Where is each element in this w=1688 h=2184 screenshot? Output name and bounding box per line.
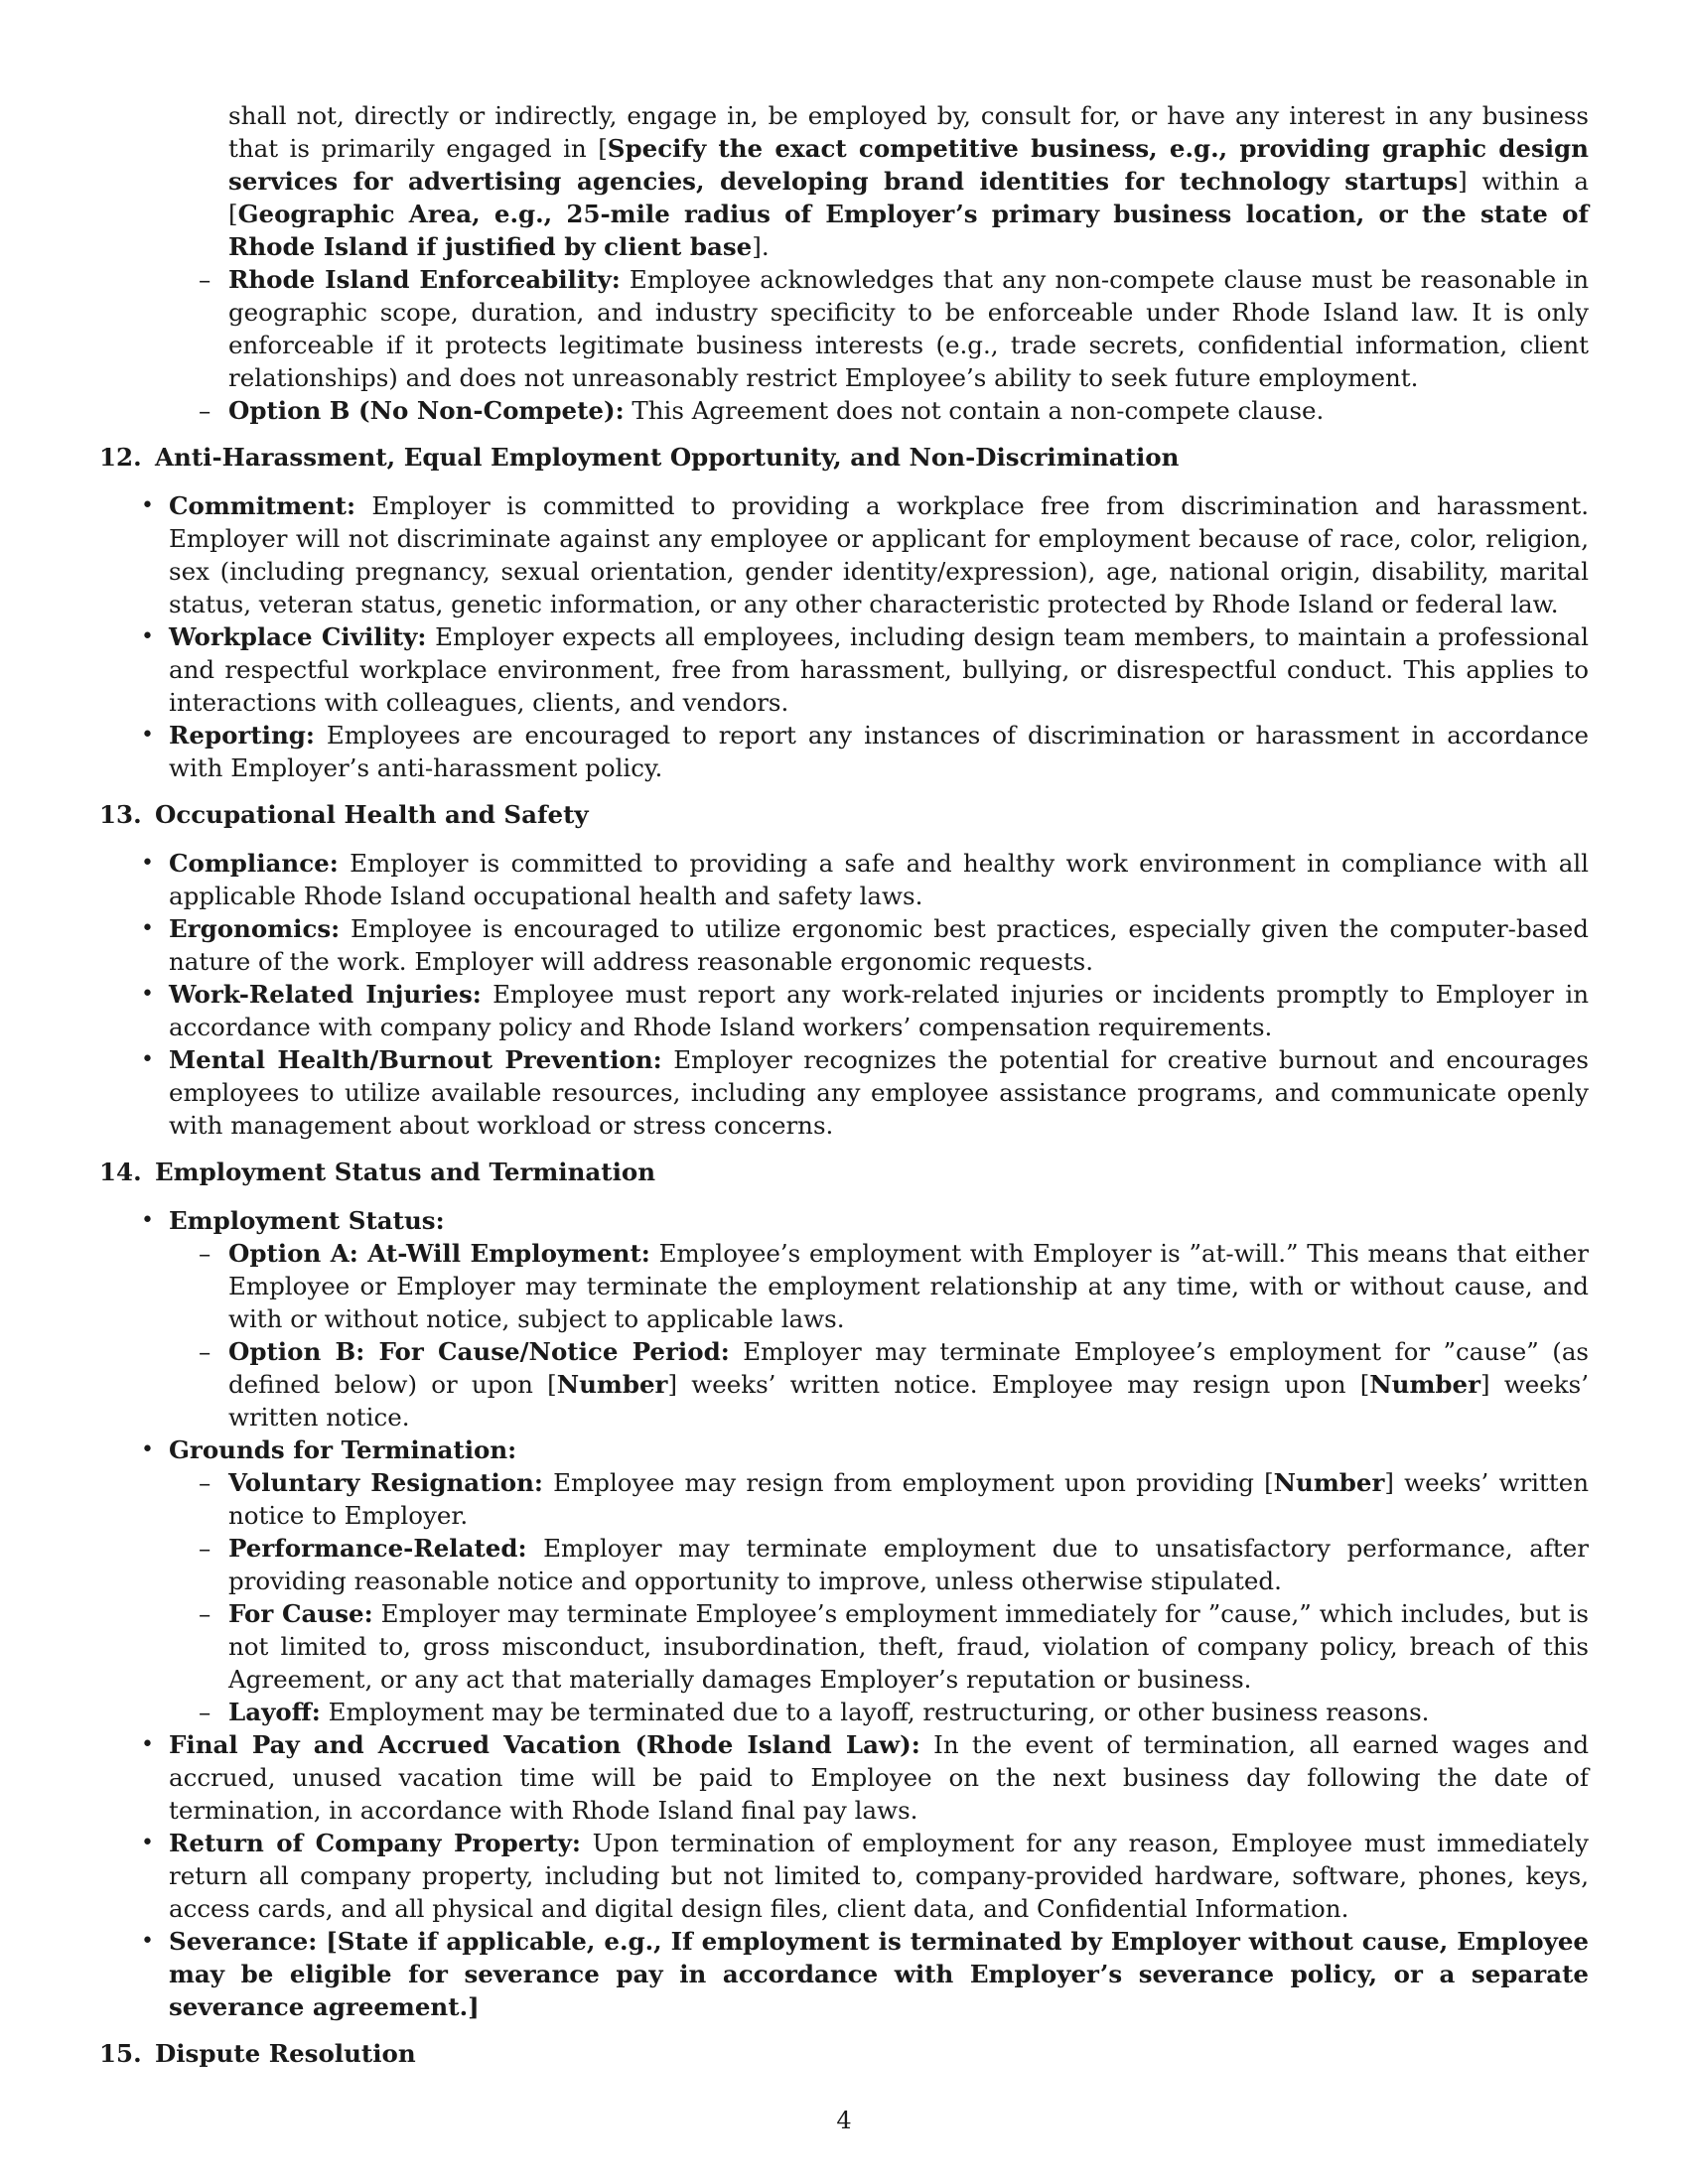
page-content bbox=[99, 99, 1589, 2086]
bullet-text: Employer expects all employees, including design team members, to maintain a professional and respectful workplace environment, free from harassment, bullying, or disrespectful conduct. This applies to interactions with colleagues, clients, and vendors. bbox=[169, 622, 1589, 717]
sub-item-text: ] weeks’ written notice to Employer. bbox=[228, 1468, 1589, 1530]
sub-item-text: Employee may resign from employment upon providing [ bbox=[542, 1468, 1274, 1497]
bullet-item bbox=[99, 847, 1589, 912]
dash-marker: – bbox=[199, 1239, 211, 1268]
sub-item-label: Option B: For Cause/Notice Period: bbox=[228, 1337, 730, 1366]
bullet-label: Final Pay and Accrued Vacation (Rhode Island Law): bbox=[169, 1730, 920, 1759]
bullet-text: Employee is encouraged to utilize ergonomic best practices, especially given the computer-based nature of the work. Employer will address reasonable ergonomic requests. bbox=[169, 914, 1589, 976]
bullet-label: Ergonomics: bbox=[169, 914, 341, 943]
section-heading-13 bbox=[99, 798, 1589, 831]
bullet-label: Employment Status: bbox=[169, 1206, 445, 1235]
bullet-text: Employees are encouraged to report any instances of discrimination or harassment in accordance with Employer’s anti-harassment policy. bbox=[169, 721, 1589, 782]
bullet-marker: • bbox=[141, 1208, 154, 1233]
bullet-marker: • bbox=[141, 1929, 154, 1954]
bullet-label: Reporting: bbox=[169, 721, 315, 750]
sub-item-label: Voluntary Resignation: bbox=[228, 1468, 543, 1497]
dash-marker: – bbox=[199, 1698, 211, 1726]
placeholder-business: Specify the exact competitive business, e.g., providing graphic design services for advertising agencies, developing brand identities for technology startups bbox=[228, 134, 1589, 196]
bullet-item bbox=[99, 620, 1589, 719]
bullet-label: Mental Health/Burnout Prevention: bbox=[169, 1045, 662, 1074]
bullet-item bbox=[99, 912, 1589, 978]
placeholder-number: Number bbox=[1369, 1370, 1481, 1399]
bullet-marker: • bbox=[141, 982, 154, 1007]
bullet-marker: • bbox=[141, 1831, 154, 1855]
bullet-label: Commitment: bbox=[169, 491, 355, 520]
sub-item-text: ] weeks’ written notice. bbox=[228, 1370, 1589, 1432]
bullet-item-final-pay bbox=[99, 1728, 1589, 1827]
bullet-label: Return of Company Property: bbox=[169, 1829, 581, 1857]
sub-item-label: Option A: At-Will Employment: bbox=[228, 1239, 650, 1268]
bullet-item bbox=[99, 1043, 1589, 1142]
placeholder-geographic-area: Geographic Area, e.g., 25-mile radius of Employer’s primary business location, or the state of Rhode Island if justified by client base bbox=[228, 200, 1589, 261]
section-title: Employment Status and Termination bbox=[155, 1158, 656, 1186]
bullet-text: Upon termination of employment for any reason, Employee must immediately return all company property, including but not limited to, company-provided hardware, software, phones, keys, access cards, and all physical and digital design files, client data, and Confidential Information. bbox=[169, 1829, 1589, 1923]
section-title: Anti-Harassment, Equal Employment Opportunity, and Non-Discrimination bbox=[155, 443, 1180, 472]
section-heading-15 bbox=[99, 2037, 1589, 2070]
sub-item-text: Employer may terminate Employee’s employment for ”cause” (as defined below) or upon [ bbox=[228, 1337, 1590, 1399]
bullet-marker: • bbox=[141, 1047, 154, 1072]
bullet-text: In the event of termination, all earned wages and accrued, unused vacation time will be paid to Employee on the next business day following the date of termination, in accordance with Rhode Island final pay laws. bbox=[169, 1730, 1590, 1825]
sub-item-text: Employee’s employment with Employer is ”at-will.” This means that either Employee or Employer may terminate the employment relationship at any time, with or without cause, and with or without notice, subject to applicable laws. bbox=[228, 1239, 1590, 1333]
dash-marker: – bbox=[199, 1599, 211, 1628]
bullet-label: Severance: bbox=[169, 1927, 318, 1956]
sub-item-text: This Agreement does not contain a non-compete clause. bbox=[624, 396, 1325, 425]
bullet-label: Grounds for Termination: bbox=[169, 1435, 517, 1464]
continued-text-end: ]. bbox=[752, 232, 770, 261]
sub-item-label: Layoff: bbox=[228, 1698, 321, 1726]
bullet-item-employment-status bbox=[99, 1204, 1589, 1433]
placeholder-number: Number bbox=[1273, 1468, 1385, 1497]
sub-item-text: Employer may terminate Employee’s employment immediately for ”cause,” which includes, but is not limited to, gross misconduct, insubordination, theft, fraud, violation of company policy, breach of this Agreement, or any act that materially damages Employer’s reputation or business. bbox=[228, 1599, 1590, 1694]
sub-item-option-b bbox=[169, 1335, 1589, 1433]
sub-item bbox=[99, 394, 1589, 427]
sub-item-text: Employer may terminate employment due to unsatisfactory performance, after providing reasonable notice and opportunity to improve, unless otherwise stipulated. bbox=[228, 1534, 1589, 1595]
bullet-label: Workplace Civility: bbox=[169, 622, 427, 651]
bullet-marker: • bbox=[141, 1437, 154, 1462]
bullet-text: Employer is committed to providing a safe and healthy work environment in compliance with all applicable Rhode Island occupational health and safety laws. bbox=[169, 849, 1589, 910]
placeholder-number: Number bbox=[556, 1370, 668, 1399]
section-title: Occupational Health and Safety bbox=[155, 800, 589, 829]
sub-item bbox=[99, 263, 1589, 394]
bullet-item-severance bbox=[99, 1925, 1589, 2023]
sub-item-voluntary bbox=[169, 1466, 1589, 1532]
sub-item-performance bbox=[169, 1532, 1589, 1597]
sub-item-label: Performance-Related: bbox=[228, 1534, 527, 1563]
bullet-marker: • bbox=[141, 624, 154, 649]
bullet-item-grounds bbox=[99, 1433, 1589, 1728]
continued-text: shall not, directly or indirectly, engage in, be employed by, consult for, or have any interest in any business that is primarily engaged in [ bbox=[228, 101, 1589, 163]
section-number: 13. bbox=[99, 800, 142, 829]
sub-item-layoff bbox=[169, 1696, 1589, 1728]
sub-item-label: For Cause: bbox=[228, 1599, 373, 1628]
bullet-marker: • bbox=[141, 1732, 154, 1757]
bullet-item bbox=[99, 978, 1589, 1043]
dash-marker: – bbox=[199, 1468, 211, 1497]
section-title: Dispute Resolution bbox=[155, 2039, 416, 2068]
bullet-marker: • bbox=[141, 916, 154, 941]
sub-item-text: Employment may be terminated due to a layoff, restructuring, or other business reasons. bbox=[320, 1698, 1430, 1726]
continued-text-mid: ] within a [ bbox=[228, 167, 1589, 228]
bullet-label: Work-Related Injuries: bbox=[169, 980, 482, 1009]
sub-item-text: Employee acknowledges that any non-compete clause must be reasonable in geographic scope, duration, and industry specificity to be enforceable under Rhode Island law. It is only enforceable if it protects legitimate business interests (e.g., trade secrets, confidential information, client relationships) and does not unreasonably restrict Employee’s ability to seek future employment. bbox=[228, 265, 1589, 392]
sub-item-option-a bbox=[169, 1237, 1589, 1335]
bullet-marker: • bbox=[141, 851, 154, 876]
section-number: 14. bbox=[99, 1158, 142, 1186]
dash-marker: – bbox=[199, 265, 211, 294]
page-number: 4 bbox=[836, 2107, 852, 2134]
sub-item-text: ] weeks’ written notice. Employee may resign upon [ bbox=[667, 1370, 1370, 1399]
dash-marker: – bbox=[199, 1337, 211, 1366]
bullet-item bbox=[99, 719, 1589, 784]
dash-marker: – bbox=[199, 1534, 211, 1563]
dash-marker: – bbox=[199, 396, 211, 425]
bullet-text: Employer recognizes the potential for creative burnout and encourages employees to utilize available resources, including any employee assistance programs, and communicate openly with management about workload or stress concerns. bbox=[169, 1045, 1589, 1140]
section-heading-12 bbox=[99, 441, 1589, 474]
sub-item-label: Option B (No Non-Compete): bbox=[228, 396, 625, 425]
bullet-text: Employee must report any work-related injuries or incidents promptly to Employer in accordance with company policy and Rhode Island workers’ compensation requirements. bbox=[169, 980, 1590, 1041]
bullet-item bbox=[99, 489, 1589, 620]
bullet-label: Compliance: bbox=[169, 849, 339, 878]
continued-paragraph bbox=[99, 99, 1589, 263]
section-number: 15. bbox=[99, 2039, 142, 2068]
section-heading-14 bbox=[99, 1156, 1589, 1188]
sub-item-for-cause bbox=[169, 1597, 1589, 1696]
bullet-item-return-property bbox=[99, 1827, 1589, 1925]
bullet-marker: • bbox=[141, 493, 154, 518]
sub-item-label: Rhode Island Enforceability: bbox=[228, 265, 621, 294]
section-number: 12. bbox=[99, 443, 142, 472]
placeholder-severance: [State if applicable, e.g., If employment is terminated by Employer without cause, Employee may be eligible for severance pay in accordance with Employer’s severance policy, or a separate severance agreement.] bbox=[169, 1927, 1589, 2021]
bullet-text: Employer is committed to providing a workplace free from discrimination and harassment. Employer will not discriminate against any employee or applicant for employment because of race, color, religion, sex (including pregnancy, sexual orientation, gender identity/expression), age, national origin, disability, marital status, veteran status, genetic information, or any other characteristic protected by Rhode Island or federal law. bbox=[169, 491, 1589, 618]
bullet-marker: • bbox=[141, 723, 154, 748]
